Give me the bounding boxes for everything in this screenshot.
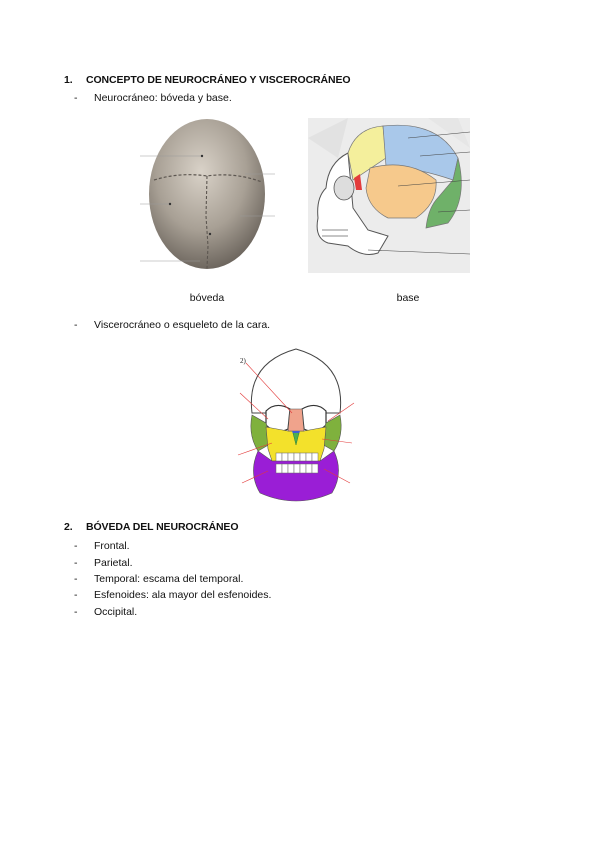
bullet-dash: - — [74, 557, 78, 569]
list-item-text: Parietal. — [94, 557, 133, 569]
bullet-neurocraneo-text: Neurocráneo: bóveda y base. — [94, 92, 232, 104]
bullet-neurocraneo — [74, 92, 232, 104]
list-item-text: Frontal. — [94, 540, 130, 552]
list-item-text: Temporal: escama del temporal. — [94, 573, 244, 585]
bullet-viscerocraneo-text: Viscerocráneo o esqueleto de la cara. — [94, 319, 271, 331]
list-item-text: Occipital. — [94, 606, 138, 618]
skull-lateral-illustration — [308, 118, 470, 273]
section-2-heading — [64, 521, 238, 533]
skull-face-image — [232, 343, 360, 505]
bullet-dash: - — [74, 319, 78, 331]
section-2-number: 2. — [64, 521, 73, 533]
caption-base: base — [396, 292, 420, 304]
list-item-text: Esfenoides: ala mayor del esfenoides. — [94, 589, 272, 601]
bullet-dash: - — [74, 589, 78, 601]
caption-boveda: bóveda — [189, 292, 225, 304]
temporal-bone-region — [366, 165, 436, 218]
bullet-viscerocraneo — [74, 319, 270, 331]
section-2-title: BÓVEDA DEL NEUROCRÁNEO — [86, 521, 239, 533]
list-item — [74, 540, 130, 552]
list-item — [74, 589, 271, 601]
section-1-title: CONCEPTO DE NEUROCRÁNEO Y VISCEROCRÁNEO — [86, 74, 351, 86]
skull-frontal-illustration — [232, 343, 360, 505]
bullet-dash: - — [74, 92, 78, 104]
skull-base-image — [308, 118, 470, 273]
section-1-number: 1. — [64, 74, 73, 86]
section-1-heading — [64, 74, 350, 86]
skull-vault-image — [140, 116, 275, 276]
list-item — [74, 606, 137, 618]
list-item — [74, 573, 243, 585]
skull-vault-illustration — [140, 116, 275, 276]
skull-label-2: 2) — [240, 357, 246, 365]
list-item — [74, 557, 133, 569]
bullet-dash: - — [74, 540, 78, 552]
bullet-dash: - — [74, 573, 78, 585]
nasal-region — [288, 409, 304, 431]
bullet-dash: - — [74, 606, 78, 618]
